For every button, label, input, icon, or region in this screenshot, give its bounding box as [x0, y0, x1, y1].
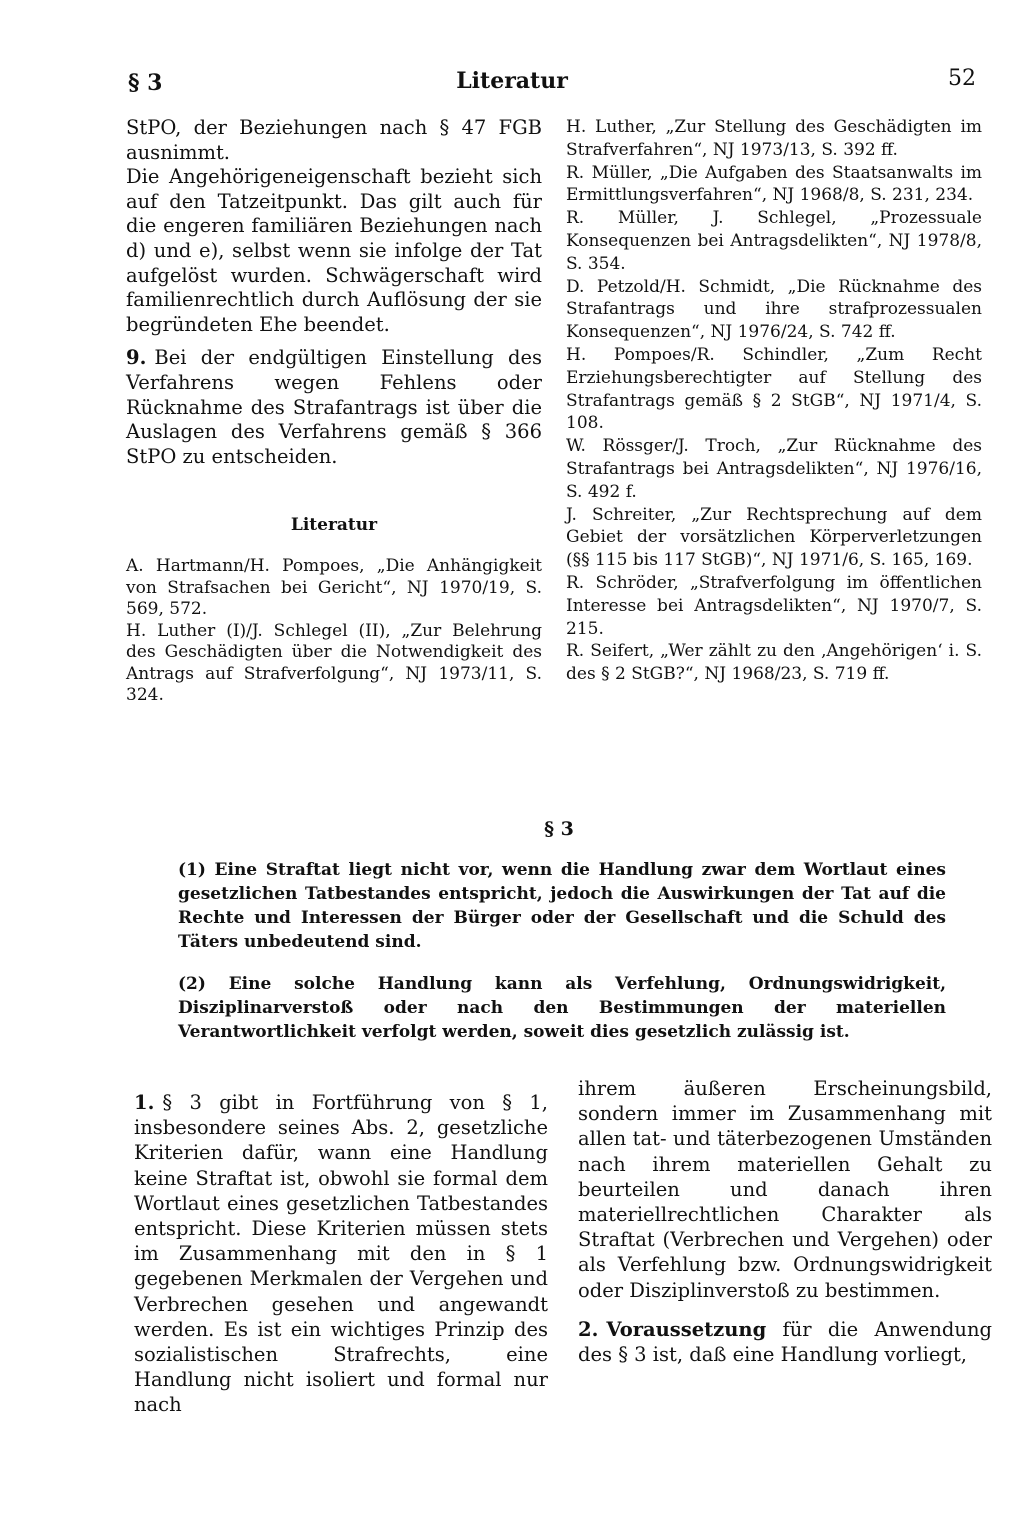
commentary-keyword: Voraussetzung	[606, 1317, 767, 1341]
commentary-text: § 3 gibt in Fortführung von § 1, insbesondere seines Abs. 2, gesetzliche Kriterien dafür, wann eine Handlung keine Straftat ist, obwohl sie formal dem Wortlaut eines gesetzlichen Tatbestandes entspricht. Diese Kriterien müssen stets im Zusammenhang mit den in § 1 gegebenen Merkmalen der Vergehen und Verbrechen gesehen und angewandt werden. Es ist ein wichtiges Prinzip des sozialistischen Strafrechts, eine Handlung nicht isoliert und formal nur nach	[134, 1091, 548, 1417]
reference-item: H. Luther (I)/J. Schlegel (II), „Zur Belehrung des Geschädigten über die Notwendigkeit des Antrags auf Strafverfolgung“, NJ 1973/11, S. 324.	[126, 620, 542, 706]
reference-item: R. Seifert, „Wer zählt zu den ‚Angehörigen‘ i. S. des § 2 StGB?“, NJ 1968/23, S. 719 ff.	[566, 641, 982, 685]
reference-item: J. Schreiter, „Zur Rechtsprechung auf dem Gebiet der vorsätzlichen Körperverletzungen (§§ 115 bis 117 StGB)“, NJ 1971/6, S. 165, 169.	[566, 504, 982, 571]
header-section-label: § 3	[128, 70, 163, 96]
law-paragraph-2: (2) Eine solche Handlung kann als Verfehlung, Ordnungswidrigkeit, Disziplinarverstoß oder nach den Bestimmungen der materiellen Verantwortlichkeit verfolgt werden, soweit dies gesetzlich zulässig ist.	[178, 974, 946, 1042]
commentary-1-continued: ihrem äußeren Erscheinungsbild, sondern immer im Zusammenhang mit allen tat- und täterbezogenen Umständen nach ihrem materiellen Gehalt zu beurteilen und danach ihren materiellrechtlichen Charakter als Straftat (Verbrechen und Vergehen) oder als Verfehlung bzw. Ordnungswidrigkeit oder Disziplinverstoß zu bestimmen.	[578, 1077, 992, 1302]
reference-item: H. Pompoes/R. Schindler, „Zum Recht Erziehungsberechtigter auf Stellung des Strafantrags gemäß § 2 StGB“, NJ 1971/4, S. 108.	[566, 344, 982, 434]
reference-item: W. Rössger/J. Troch, „Zur Rücknahme des Strafantrags bei Antragsdelikten“, NJ 1976/16, S. 492 f.	[566, 436, 982, 502]
law-paragraph-1: (1) Eine Straftat liegt nicht vor, wenn die Handlung zwar dem Wortlaut eines gesetzlichen Tatbestandes entspricht, jedoch die Auswirkungen der Tat auf die Rechte und Interessen der Bürger oder der Gesellschaft und die Schuld des Täters unbedeutend sind.	[178, 860, 946, 952]
paragraph: StPO, der Beziehungen nach § 47 FGB ausnimmt.	[126, 116, 542, 164]
page-number: 52	[948, 66, 976, 91]
reference-item: A. Hartmann/H. Pompoes, „Die Anhängigkeit von Strafsachen bei Gericht“, NJ 1970/19, S. 569, 572.	[126, 555, 542, 620]
literature-heading: Literatur	[290, 515, 378, 536]
commentary-right-column	[578, 1076, 992, 1367]
reference-item: R. Müller, J. Schlegel, „Prozessuale Konsequenzen bei Antragsdelikten“, NJ 1978/8, S. 354.	[566, 208, 982, 274]
paragraph: Die Angehörigeneigenschaft bezieht sich auf den Tatzeitpunkt. Das gilt auch für die engeren familiären Beziehungen nach d) und e), selbst wenn sie infolge der Tat aufgelöst wurden. Schwägerschaft wird familienrechtlich durch Auflösung der sie begründeten Ehe beendet.	[126, 165, 542, 336]
paragraph-9	[126, 346, 542, 469]
reference-item: H. Luther, „Zur Stellung des Geschädigten im Strafverfahren“, NJ 1973/13, S. 392 ff.	[566, 117, 982, 160]
commentary-text: für die Anwendung des § 3 ist, daß eine Handlung vorliegt,	[578, 1317, 992, 1367]
reference-item: D. Petzold/H. Schmidt, „Die Rücknahme des Strafantrags und ihre strafprozessualen Konsequenzen“, NJ 1976/24, S. 742 ff.	[566, 276, 982, 343]
left-column	[126, 116, 542, 707]
commentary-1-left	[134, 1090, 548, 1418]
commentary-number: 1.	[134, 1091, 155, 1114]
reference-item: R. Schröder, „Strafverfolgung im öffentlichen Interesse bei Antragsdelikten“, NJ 1970/7, S. 215.	[566, 572, 982, 639]
paragraph-text: Bei der endgültigen Einstellung des Verfahrens wegen Fehlens oder Rücknahme des Strafantrags ist über die Auslagen des Verfahrens gemäß § 366 StPO zu entscheiden.	[126, 346, 542, 468]
reference-item: R. Müller, „Die Aufgaben des Staatsanwalts im Ermittlungsverfahren“, NJ 1968/8, S. 231, 234.	[566, 162, 982, 206]
section-title: § 3	[544, 818, 574, 840]
right-column	[566, 116, 982, 686]
paragraph-number: 9.	[126, 346, 147, 370]
commentary-2	[578, 1317, 992, 1367]
commentary-number: 2.	[578, 1317, 599, 1341]
header-title: Literatur	[456, 68, 568, 94]
